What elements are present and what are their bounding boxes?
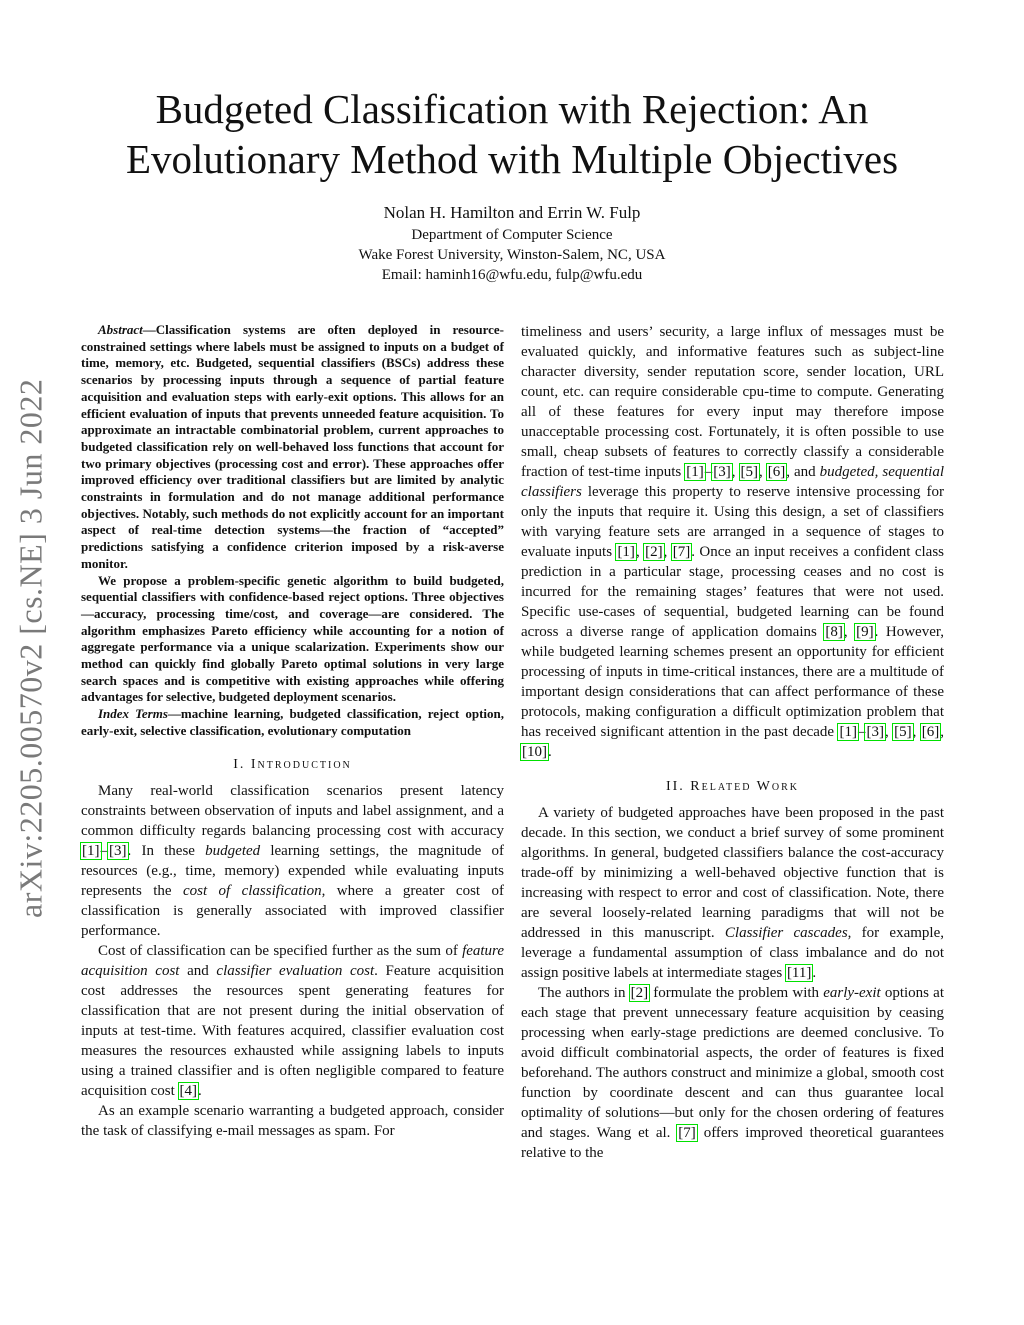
right-column: [521, 322, 944, 1163]
citation-link[interactable]: [1]: [686, 464, 704, 480]
intro-paragraph-2: [81, 941, 504, 1101]
citation-link[interactable]: [6]: [921, 724, 940, 740]
text-run: , where a greater cost of classification is generally associated with improved classifier performance.: [81, 882, 504, 939]
index-terms-text: —machine learning, budgeted classification, reject option, early-exit, selective classification, evolutionary computation: [81, 706, 504, 738]
abstract: [81, 322, 504, 740]
text-run: . However, while budgeted learning schemes present an opportunity for efficient processing of inputs in time-critical instances, there are a multitude of important design considerations that can affect performance of these protocols, making configuration a difficult optimization problem that has received significant attention in the past decade: [521, 624, 944, 740]
text-run: .: [198, 1082, 202, 1099]
title-line-2: Evolutionary Method with Multiple Objectives: [125, 136, 899, 182]
text-run: . Once an input receives a confident class prediction in a particular stage, processing ceases and no cost is incurred for the remaining stages’ features that were not used. Specific use-cases of sequential, budgeted learning can be found across a diverse range of application domains: [521, 544, 945, 640]
text-run: learning settings, the magnitude of resources (e.g., time, memory) expended while evaluating inputs represents the: [81, 842, 504, 899]
emphasis: classifier evaluation cost: [216, 962, 375, 979]
citation-link[interactable]: [7]: [672, 544, 691, 560]
citation-link[interactable]: [11]: [786, 965, 812, 981]
text-run: –: [704, 464, 713, 480]
intro-paragraph-1: [81, 781, 504, 941]
text-run: , and: [786, 464, 820, 480]
author-names: Nolan H. Hamilton and Errin W. Fulp: [383, 203, 641, 222]
text-run: ,: [843, 624, 856, 640]
text-run: ,: [912, 724, 921, 740]
text-run: ,: [635, 544, 645, 560]
citation-link[interactable]: [5]: [894, 724, 912, 740]
text-run: offers improved theoretical guarantees relative to the: [521, 1125, 945, 1161]
left-column: [81, 322, 504, 1141]
citation-link[interactable]: [1]: [82, 842, 100, 859]
citation-link[interactable]: [6]: [767, 464, 786, 480]
emphasis: cost of classification: [182, 882, 322, 899]
author-department: Department of Computer Science: [411, 227, 613, 243]
citation-link[interactable]: [3]: [713, 464, 731, 480]
text-run: The authors in: [538, 985, 630, 1001]
text-run: . Feature acquisition cost addresses the resources spent generating features for classification that are not present during the initial observation of inputs at test-time. With features acquired, classifier evaluation cost measures the resources exhausted while assigning labels to inputs using a trained classifier and is often negligible compared to feature acquisition cost: [81, 962, 504, 1099]
text-run: , for example, leverage a fundamental assumption of class imbalance and do not assign positive labels at intermediate stages: [521, 925, 944, 981]
intro-paragraph-3: As an example scenario warranting a budgeted approach, consider the task of classifying e-mail messages as spam. For: [81, 1102, 504, 1139]
text-run: options at each stage that prevent unnecessary feature acquisition by ceasing processing when early-stage predictions are deemed conclusive. To avoid difficult combinatorial aspects, the order of features is fixed beforehand. The authors construct and minimize a global, smooth cost function by coordinate descent and can thus guarantee local optimality of solutions—but only for the chosen ordering of features and stages. Wang et al.: [521, 985, 944, 1141]
citation-link[interactable]: [7]: [678, 1125, 696, 1141]
citation-link[interactable]: [2]: [645, 544, 663, 560]
text-run: –: [857, 724, 866, 740]
abstract-label: Abstract: [98, 322, 143, 337]
text-run: . In these: [127, 842, 206, 859]
title-line-1: Budgeted Classification with Rejection: An: [155, 86, 869, 132]
citation-link[interactable]: [2]: [630, 985, 649, 1001]
citation-link[interactable]: [4]: [179, 1082, 197, 1099]
index-terms: [81, 706, 504, 739]
index-terms-label: Index Terms: [98, 706, 168, 722]
text-run: leverage this property to reserve intensive processing for only the inputs that require it. Using this design, a set of classifiers with varying feature sets are arranged in a sequence of stages to evaluate inputs: [521, 484, 944, 560]
text-run: timeliness and users’ security, a large influx of messages must be evaluated quickly, and informative features such as subject-line character diversity, sender reputation score, sender location, URL count, etc. can require considerable cpu-time to compute. Generating all of these features for every input may therefore impose unacceptable processing cost. Fortunately, it is often possible to use small, cheap subsets of features to correctly classify a considerable fraction of test-time inputs: [521, 324, 944, 480]
text-run: .: [548, 744, 552, 760]
text-run: ,: [884, 724, 894, 740]
text-run: .: [812, 965, 817, 981]
related-paragraph-2: [521, 983, 944, 1163]
citation-link[interactable]: [8]: [825, 624, 843, 640]
text-run: A variety of budgeted approaches have been proposed in the past decade. In this section, we conduct a brief survey of some prominent algorithms. In general, budgeted classifiers balance the cost-accuracy trade-off by minimizing a well-behaved objective function that is increasing with respect to error and cost of classification. Note, there are several loosely-related learning paradigms that will not be addressed in this manuscript.: [521, 805, 944, 941]
citation-link[interactable]: [10]: [522, 744, 547, 760]
intro-paragraph-4: [521, 322, 944, 762]
emphasis: feature acquisition cost: [81, 942, 504, 979]
text-run: ,: [759, 464, 767, 480]
text-run: and: [179, 962, 217, 979]
citation-link[interactable]: [3]: [109, 842, 127, 859]
section-heading-related-work: II. Related Work: [665, 779, 799, 794]
author-university: Wake Forest University, Winston-Salem, NC, USA: [358, 247, 666, 263]
intro-continued-body: [521, 322, 944, 762]
emphasis: budgeted: [205, 842, 261, 859]
related-paragraph-1: [521, 803, 944, 983]
text-run: ,: [731, 464, 740, 480]
abstract-text-1: —Classification systems are often deployed in resource-constrained settings where labels must be assigned to inputs on a budget of time, memory, etc. Budgeted, sequential classifiers (BSCs) address these scenarios by processing inputs through a sequence of partial feature acquisition and evaluation steps with early-exit options. This allows for an efficient evaluation of inputs that prevents unneeded feature acquisition. To approximate an intractable combinatorial problem, current approaches to budgeted classification rely on well-behaved loss functions that account for two primary objectives (processing cost and error). These approaches offer improved efficiency over traditional classifiers but are limited by analytic constraints in formulation and do not manage additional performance objectives. Notably, such methods do not explicitly account for an important aspect of real-time detection systems—the fraction of “accepted” predictions satisfying a confidence criterion imposed by a risk-averse monitor.: [81, 322, 504, 571]
abstract-paragraph-1: [81, 322, 504, 573]
text-run: –: [100, 842, 108, 859]
author-email: Email: haminh16@wfu.edu, fulp@wfu.edu: [381, 267, 643, 283]
section-heading-introduction: I. Introduction: [233, 756, 352, 772]
text-run: Many real-world classification scenarios present latency constraints between observation of inputs and label assignment, and a common difficulty regards balancing processing cost with accuracy: [81, 782, 504, 839]
introduction-body: [81, 781, 504, 1141]
arxiv-identifier[interactable]: arXiv:2205.00570v2 [cs.NE] 3 Jun 2022: [12, 378, 49, 918]
emphasis: early-exit: [823, 985, 881, 1001]
text-run: formulate the problem with: [649, 985, 824, 1001]
citation-link[interactable]: [1]: [617, 544, 635, 560]
text-run: ,: [663, 544, 672, 560]
text-run: ,: [940, 724, 944, 740]
paper-title: [80, 84, 944, 184]
citation-link[interactable]: [9]: [856, 624, 874, 640]
abstract-paragraph-2: We propose a problem-specific genetic algorithm to build budgeted, sequential classifiers with confidence-based reject options. Three objectives—accuracy, processing time/cost, and coverage—are considered. The algorithm emphasizes Pareto efficiency while accounting for a notion of aggregate performance via a unique scalarization. Experiments show our method can quickly find globally Pareto optimal solutions in very large search spaces and is competitive with existing approaches while offering advantages for selective, budgeted deployment scenarios.: [81, 572, 504, 705]
citation-link[interactable]: [1]: [839, 724, 857, 740]
text-run: Cost of classification can be specified further as the sum of: [98, 942, 463, 959]
citation-link[interactable]: [3]: [866, 724, 884, 740]
related-work-body: [521, 803, 944, 1163]
emphasis: Classifier cascades: [724, 925, 848, 941]
citation-link[interactable]: [5]: [740, 464, 758, 480]
emphasis: budgeted, sequential classifiers: [521, 464, 945, 500]
